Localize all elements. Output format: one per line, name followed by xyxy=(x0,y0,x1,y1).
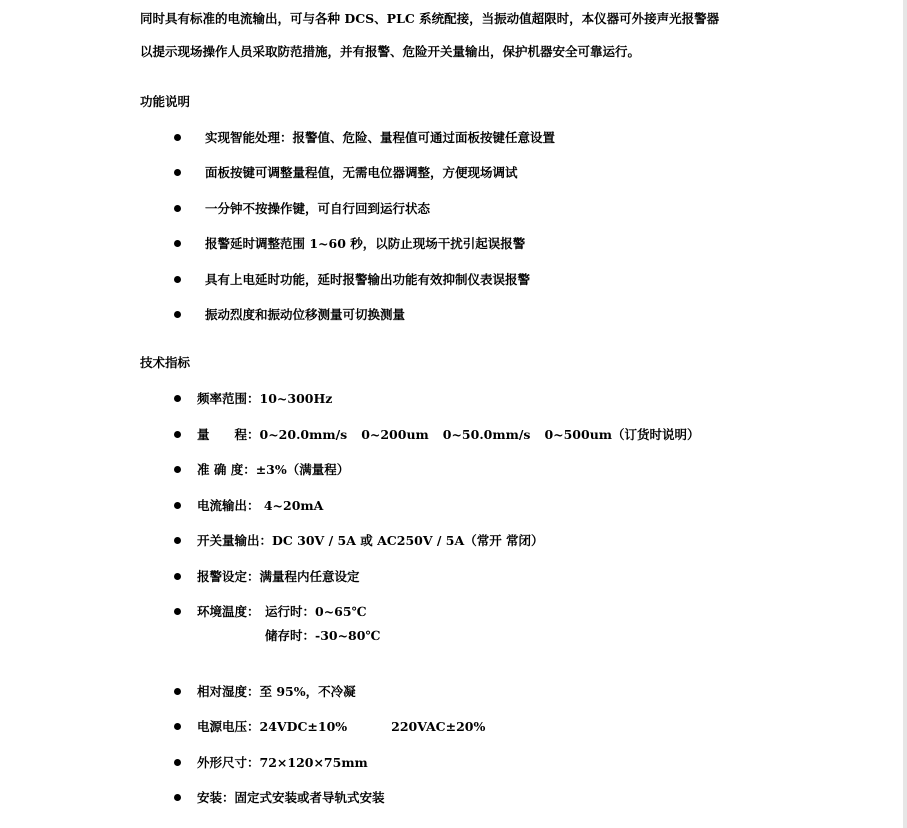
spec-range-value: 0~500um（订货时说明） xyxy=(544,427,700,442)
spec-temperature-label: 环境温度： xyxy=(197,604,260,619)
spec-frequency: 频率范围：10~300Hz xyxy=(197,391,333,406)
spec-switch-output: 开关量输出：DC 30V / 5A 或 AC250V / 5A（常开 常闭） xyxy=(197,533,544,548)
feature-item: 一分钟不按操作键，可自行回到运行状态 xyxy=(205,201,431,216)
intro-line-1: 同时具有标准的电流输出，可与各种 DCS、PLC 系统配接，当振动值超限时，本仪器可外接声光报警器 xyxy=(140,11,720,26)
spec-range-value: 0~50.0mm/s xyxy=(442,427,531,442)
page-edge xyxy=(903,0,907,828)
spec-dimensions: 外形尺寸：72×120×75mm xyxy=(197,755,368,770)
bullet-icon xyxy=(174,537,181,544)
specs-heading: 技术指标 xyxy=(140,355,191,370)
bullet-icon xyxy=(174,311,181,318)
bullet-icon xyxy=(174,240,181,247)
feature-item: 报警延时调整范围 1~60 秒，以防止现场干扰引起误报警 xyxy=(205,236,526,251)
spec-range-value: 0~20.0mm/s xyxy=(259,427,348,442)
feature-item: 面板按键可调整量程值，无需电位器调整，方便现场调试 xyxy=(205,165,518,180)
spec-power-dc: 24VDC±10% xyxy=(259,719,348,734)
bullet-icon xyxy=(174,502,181,509)
bullet-icon xyxy=(174,466,181,473)
feature-item: 具有上电延时功能，延时报警输出功能有效抑制仪表误报警 xyxy=(205,272,531,287)
bullet-icon xyxy=(174,573,181,580)
spec-power-ac: 220VAC±20% xyxy=(391,719,486,734)
bullet-icon xyxy=(174,134,181,141)
spec-power-label: 电源电压： xyxy=(197,719,260,734)
bullet-icon xyxy=(174,688,181,695)
bullet-icon xyxy=(174,205,181,212)
spec-alarm-setting: 报警设定：满量程内任意设定 xyxy=(197,569,360,584)
spec-current-output: 电流输出： 4~20mA xyxy=(197,498,324,513)
bullet-icon xyxy=(174,723,181,730)
spec-power xyxy=(197,719,485,735)
spec-range-label: 量 程： xyxy=(197,427,260,442)
bullet-icon xyxy=(174,431,181,438)
bullet-icon xyxy=(174,276,181,283)
features-heading: 功能说明 xyxy=(140,94,191,109)
bullet-icon xyxy=(174,395,181,402)
feature-item: 振动烈度和振动位移测量可切换测量 xyxy=(205,307,406,322)
bullet-icon xyxy=(174,169,181,176)
spec-range-value: 0~200um xyxy=(361,427,429,442)
spec-range xyxy=(197,427,700,443)
spec-temperature-running: 运行时：0~65℃ xyxy=(265,604,367,619)
intro-line-2: 以提示现场操作人员采取防范措施，并有报警、危险开关量输出，保护机器安全可靠运行。 xyxy=(140,44,641,59)
spec-humidity: 相对湿度：至 95%，不冷凝 xyxy=(197,684,356,699)
spec-installation: 安装：固定式安装或者导轨式安装 xyxy=(197,790,385,805)
spec-accuracy: 准 确 度：±3%（满量程） xyxy=(197,462,350,477)
bullet-icon xyxy=(174,608,181,615)
bullet-icon xyxy=(174,759,181,766)
spec-temperature-storage: 储存时：-30~80℃ xyxy=(265,628,381,643)
feature-item: 实现智能处理：报警值、危险、量程值可通过面板按键任意设置 xyxy=(205,130,556,145)
bullet-icon xyxy=(174,794,181,801)
